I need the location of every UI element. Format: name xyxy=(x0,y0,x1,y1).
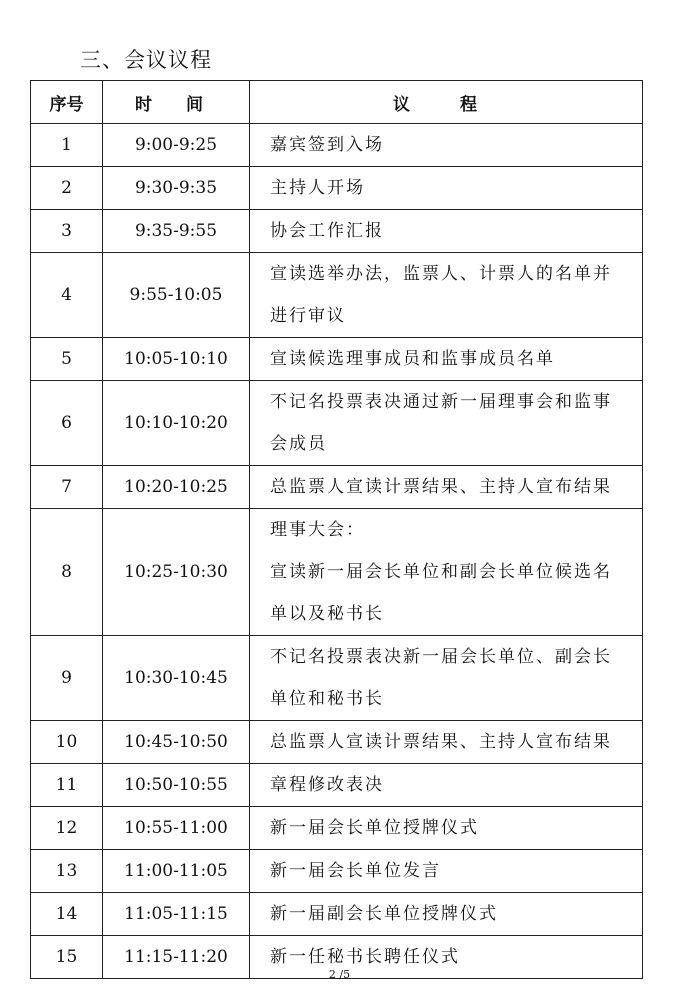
row-agenda xyxy=(250,124,643,167)
agenda-row xyxy=(31,636,643,721)
agenda-line: 总监票人宣读计票结果、主持人宣布结果 xyxy=(270,732,612,752)
row-seq: 6 xyxy=(31,381,103,466)
agenda-line: 不记名投票表决通过新一届理事会和监事 xyxy=(270,392,612,412)
row-time: 10:25-10:30 xyxy=(103,509,250,636)
agenda-row xyxy=(31,253,643,338)
agenda-line: 宣读新一届会长单位和副会长单位候选名 xyxy=(270,562,612,582)
row-time: 10:45-10:50 xyxy=(103,721,250,764)
agenda-body xyxy=(31,124,643,979)
row-agenda xyxy=(250,167,643,210)
row-agenda xyxy=(250,764,643,807)
agenda-row xyxy=(31,381,643,466)
agenda-row xyxy=(31,466,643,509)
row-agenda xyxy=(250,721,643,764)
row-time: 9:00-9:25 xyxy=(103,124,250,167)
row-agenda xyxy=(250,807,643,850)
agenda-line: 会成员 xyxy=(270,434,327,454)
row-agenda xyxy=(250,893,643,936)
row-time: 9:35-9:55 xyxy=(103,210,250,253)
row-seq: 14 xyxy=(31,893,103,936)
agenda-line: 总监票人宣读计票结果、主持人宣布结果 xyxy=(270,477,612,497)
row-time: 11:05-11:15 xyxy=(103,893,250,936)
agenda-table xyxy=(30,80,643,979)
row-seq: 13 xyxy=(31,850,103,893)
header-time: 时 间 xyxy=(103,81,250,124)
row-time: 9:55-10:05 xyxy=(103,253,250,338)
agenda-line: 新一届会长单位发言 xyxy=(270,861,441,881)
agenda-line: 进行审议 xyxy=(270,306,346,326)
agenda-line: 章程修改表决 xyxy=(270,775,384,795)
row-seq: 8 xyxy=(31,509,103,636)
row-seq: 5 xyxy=(31,338,103,381)
agenda-row xyxy=(31,124,643,167)
agenda-row xyxy=(31,509,643,636)
row-seq: 15 xyxy=(31,936,103,979)
row-seq: 10 xyxy=(31,721,103,764)
row-time: 10:30-10:45 xyxy=(103,636,250,721)
row-seq: 9 xyxy=(31,636,103,721)
row-time: 10:10-10:20 xyxy=(103,381,250,466)
page-number: 2 /5 xyxy=(328,968,351,981)
agenda-line: 新一任秘书长聘任仪式 xyxy=(270,947,460,967)
row-seq: 1 xyxy=(31,124,103,167)
row-seq: 4 xyxy=(31,253,103,338)
row-seq: 7 xyxy=(31,466,103,509)
agenda-row xyxy=(31,764,643,807)
agenda-row xyxy=(31,807,643,850)
header-agenda: 议 程 xyxy=(250,81,643,124)
row-time: 10:05-10:10 xyxy=(103,338,250,381)
agenda-row xyxy=(31,893,643,936)
agenda-line: 新一届副会长单位授牌仪式 xyxy=(270,904,498,924)
agenda-line: 理事大会： xyxy=(270,520,365,540)
row-time: 10:50-10:55 xyxy=(103,764,250,807)
row-agenda xyxy=(250,509,643,636)
row-time: 10:55-11:00 xyxy=(103,807,250,850)
row-agenda xyxy=(250,338,643,381)
row-time: 10:20-10:25 xyxy=(103,466,250,509)
row-agenda xyxy=(250,210,643,253)
row-agenda xyxy=(250,466,643,509)
row-seq: 3 xyxy=(31,210,103,253)
row-agenda xyxy=(250,381,643,466)
row-agenda xyxy=(250,850,643,893)
section-heading: 三、会议议程 xyxy=(80,48,212,72)
row-seq: 11 xyxy=(31,764,103,807)
agenda-header-row xyxy=(31,81,643,124)
agenda-row xyxy=(31,210,643,253)
agenda-row xyxy=(31,721,643,764)
agenda-row xyxy=(31,167,643,210)
agenda-row xyxy=(31,850,643,893)
agenda-line: 协会工作汇报 xyxy=(270,221,384,241)
row-seq: 2 xyxy=(31,167,103,210)
row-time: 9:30-9:35 xyxy=(103,167,250,210)
agenda-line: 新一届会长单位授牌仪式 xyxy=(270,818,479,838)
header-seq: 序号 xyxy=(31,81,103,124)
agenda-line: 主持人开场 xyxy=(270,178,365,198)
row-agenda xyxy=(250,253,643,338)
row-time: 11:15-11:20 xyxy=(103,936,250,979)
agenda-row xyxy=(31,338,643,381)
agenda-line: 不记名投票表决新一届会长单位、副会长 xyxy=(270,647,612,667)
row-time: 11:00-11:05 xyxy=(103,850,250,893)
row-agenda xyxy=(250,636,643,721)
agenda-line: 宣读选举办法，监票人、计票人的名单并 xyxy=(270,264,612,284)
agenda-line: 宣读候选理事成员和监事成员名单 xyxy=(270,349,555,369)
agenda-line: 嘉宾签到入场 xyxy=(270,135,384,155)
agenda-line: 单以及秘书长 xyxy=(270,604,384,624)
agenda-line: 单位和秘书长 xyxy=(270,689,384,709)
row-seq: 12 xyxy=(31,807,103,850)
